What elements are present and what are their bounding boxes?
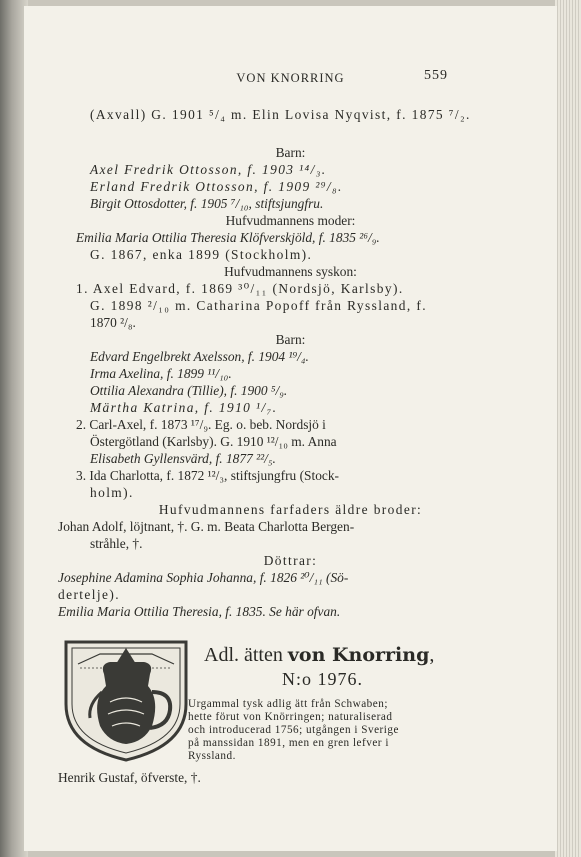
- child-entry: Edvard Engelbrekt Axelsson, f. 1904 ¹⁹/₄.: [90, 349, 309, 364]
- child-entry: Birgit Ottosdotter, f. 1905 ⁷/₁₀, stiftsjungfru.: [90, 196, 324, 211]
- child-entry: Märtha Katrina, f. 1910 ¹/₇.: [90, 400, 278, 415]
- text-line: G. 1867, enka 1899 (Stockholm).: [90, 247, 313, 262]
- description-line: hette förut von Knörringen; naturaliserad: [188, 711, 393, 723]
- daughter-entry: Emilia Maria Ottilia Theresia, f. 1835. Se här ofvan.: [58, 604, 341, 619]
- sibling-entry: 1. Axel Edvard, f. 1869 ³⁰/₁₁ (Nordsjö, Karlsby).: [76, 281, 404, 296]
- page-edges: [555, 0, 581, 857]
- text-line: Östergötland (Karlsby). G. 1910 ¹²/₁₀ m. Anna: [90, 434, 337, 449]
- family-number: N:o 1976.: [282, 669, 363, 689]
- text-line: Elisabeth Gyllensvärd, f. 1877 ²²/₅.: [90, 451, 276, 466]
- book-page: [24, 6, 557, 851]
- subheading: Döttrar:: [263, 553, 318, 568]
- text-line: Henrik Gustaf, öfverste, †.: [58, 770, 201, 785]
- description-line: på manssidan 1891, men en gren lefver i: [188, 737, 389, 749]
- text-line: holm).: [90, 485, 134, 500]
- text-line: Johan Adolf, löjtnant, †. G. m. Beata Charlotta Bergen-: [58, 519, 355, 534]
- sibling-entry: 2. Carl-Axel, f. 1873 ¹⁷/₉. Eg. o. beb. Nordsjö i: [76, 417, 326, 432]
- running-header: VON KNORRING: [236, 71, 345, 85]
- coat-of-arms-icon: [60, 634, 192, 764]
- subheading-barn: Barn:: [275, 332, 306, 347]
- child-entry: Irma Axelina, f. 1899 ¹¹/₁₀.: [90, 366, 232, 381]
- description-line: och introducerad 1756; utgången i Sverige: [188, 724, 399, 736]
- subheading: Hufvudmannens syskon:: [224, 264, 357, 279]
- family-title: Adl. ätten von Knorring,: [204, 644, 435, 666]
- subheading: Hufvudmannens moder:: [225, 213, 356, 228]
- subheading-barn: Barn:: [275, 145, 306, 160]
- daughter-entry: Josephine Adamina Sophia Johanna, f. 1826 ²⁰/₁₁ (Sö-: [58, 570, 349, 585]
- text-line: (Axvall) G. 1901 ⁵/₄ m. Elin Lovisa Nyqvist, f. 1875 ⁷/₂.: [90, 107, 471, 122]
- text-line: dertelje).: [58, 587, 120, 602]
- child-entry: Erland Fredrik Ottosson, f. 1909 ²⁹/₈.: [90, 179, 343, 194]
- description-line: Ryssland.: [188, 750, 236, 762]
- text-line: G. 1898 ²/₁₀ m. Catharina Popoff från Ryssland, f.: [90, 298, 427, 313]
- description-line: Urgammal tysk adlig ätt från Schwaben;: [188, 698, 388, 710]
- sibling-entry: 3. Ida Charlotta, f. 1872 ¹²/₃, stiftsjungfru (Stock-: [76, 468, 339, 483]
- text-line: Emilia Maria Ottilia Theresia Klöfverskjöld, f. 1835 ²⁶/₉.: [76, 230, 380, 245]
- subheading: Hufvudmannens farfaders äldre broder:: [158, 502, 423, 517]
- text-line: 1870 ²/₈.: [90, 315, 136, 330]
- child-entry: Axel Fredrik Ottosson, f. 1903 ¹⁴/₃.: [90, 162, 327, 177]
- text-line: stråhle, †.: [90, 536, 143, 551]
- child-entry: Ottilia Alexandra (Tillie), f. 1900 ⁵/₉.: [90, 383, 288, 398]
- page-number: 559: [424, 68, 448, 83]
